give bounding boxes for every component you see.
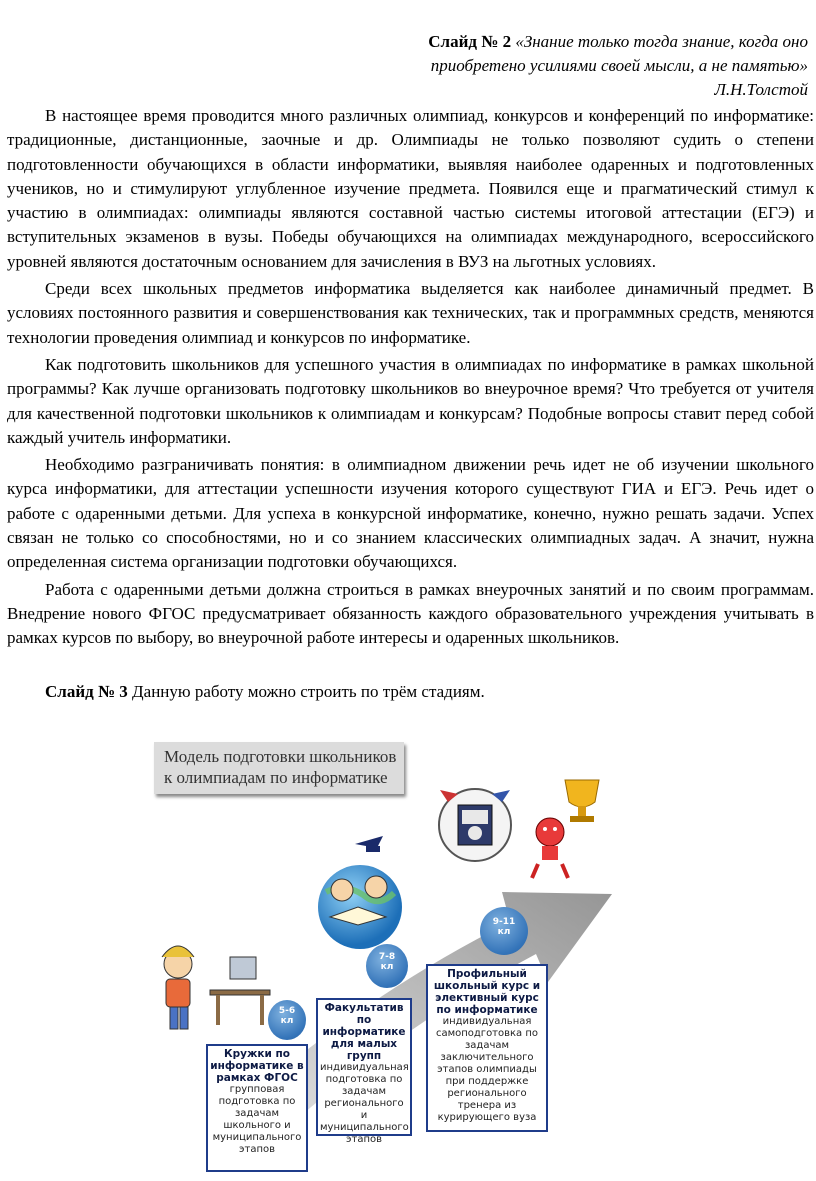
quote-line-2: приобретено усилиями своей мысли, а не памятью» bbox=[430, 56, 808, 75]
girl-at-computer-illustration bbox=[162, 946, 270, 1029]
paragraph: Среди всех школьных предметов информатика выделяется как наиболее динамичный предмет. В условиях постоянного развития и совершенствования как технических, так и программных средств, меняются технологии проведения олимпиад и конкурсов по информатике. bbox=[7, 279, 814, 347]
quote-author: Л.Н.Толстой bbox=[714, 80, 808, 99]
epigraph bbox=[348, 30, 808, 102]
diagram-title-line-1: Модель подготовки школьников bbox=[164, 747, 397, 766]
grade-label: 7-8 bbox=[378, 952, 396, 962]
cartoon-character-illustration bbox=[532, 818, 568, 878]
grade-label: 9-11 bbox=[492, 917, 516, 927]
stage-heading: Профильный школьный курс и элективный курс по информатике bbox=[433, 968, 541, 1016]
grade-unit: кл bbox=[497, 927, 511, 937]
slide-3-line bbox=[45, 682, 485, 702]
olympiad-model-diagram bbox=[150, 732, 620, 1177]
stage-description: индивидуальная подготовка по задачам регионального и муниципального этапов bbox=[320, 1062, 409, 1145]
olympiad-logo-icon bbox=[439, 789, 511, 861]
grade-circle-5-6 bbox=[268, 1000, 306, 1040]
slide-3-text: Данную работу можно строить по трём стадиям. bbox=[132, 682, 485, 701]
grade-unit: кл bbox=[380, 962, 394, 972]
grade-label: 5-6 bbox=[278, 1006, 296, 1016]
stage-description: групповая подготовка по задачам школьного и муниципального этапов bbox=[212, 1084, 302, 1155]
diagram-title-line-2: к олимпиадам по информатике bbox=[164, 768, 388, 787]
grade-unit: кл bbox=[280, 1016, 294, 1026]
kids-on-globe-illustration bbox=[318, 836, 402, 949]
trophy-icon bbox=[565, 780, 599, 822]
quote-line-1: «Знание только тогда знание, когда оно bbox=[515, 32, 808, 51]
grade-circle-7-8 bbox=[366, 944, 408, 988]
stage-box-9-11 bbox=[426, 964, 548, 1132]
stage-box-5-6 bbox=[206, 1044, 308, 1172]
diagram-title bbox=[154, 742, 404, 794]
paragraph: В настоящее время проводится много различных олимпиад, конкурсов и конференций по информатике: традиционные, дистанционные, заочные и др. Олимпиады не только позволяют судить о степени подготовленности обучающихся в области информатики, выявляя наиболее одаренных и подготовленных учеников, но и стимулируют углубленное изучение предмета. Появился еще и прагматический стимул к участию в олимпиадах: олимпиады являются составной частью системы итоговой аттестации (ЕГЭ) и вступительных экзаменов в вузы. Победы обучающихся на олимпиадах международного, всероссийского уровней являются достаточным основанием для зачисления в ВУЗ на льготных условиях. bbox=[7, 106, 814, 271]
stage-heading: Кружки по информатике в рамках ФГОС bbox=[210, 1048, 304, 1084]
stage-heading: Факультатив по информатике для малых групп bbox=[322, 1002, 406, 1062]
stage-box-7-8 bbox=[316, 998, 412, 1145]
paragraph: Необходимо разграничивать понятия: в олимпиадном движении речь идет не об изучении школьного курса информатики, для аттестации успешности изучения которого существуют ГИА и ЕГЭ. Речь идет о работе с одаренными детьми. Для успеха в конкурсной информатике, конечно, нужно решать задачи. Успех связан не только со способностями, но и со знанием классических олимпиадных задач. А значит, нужна определенная система организации подготовки обучающихся. bbox=[7, 455, 814, 572]
grade-circle-9-11 bbox=[480, 907, 528, 955]
slide-3-label: Слайд № 3 bbox=[45, 682, 128, 701]
paragraph: Работа с одаренными детьми должна строиться в рамках внеурочных занятий и по своим программам. Внедрение нового ФГОС предусматривает обязанность каждого образовательного учреждения учитывать в рамках курсов по выбору, во внеурочной работе интересы и одаренных школьников. bbox=[7, 579, 814, 648]
body-text bbox=[7, 104, 814, 654]
stage-description: индивидуальная самоподготовка по задачам заключительного этапов олимпиады при поддержке регионального тренера из курирующего вуза bbox=[435, 1016, 539, 1123]
slide-2-label: Слайд № 2 bbox=[428, 32, 512, 51]
paragraph: Как подготовить школьников для успешного участия в олимпиадах по информатике в рамках школьной программы? Как лучше организовать подготовку школьников во внеурочное время? Что требуется от учителя для качественной подготовки школьников к олимпиадам и конкурсам? Подобные вопросы ставит перед собой каждый учитель информатики. bbox=[7, 354, 814, 447]
